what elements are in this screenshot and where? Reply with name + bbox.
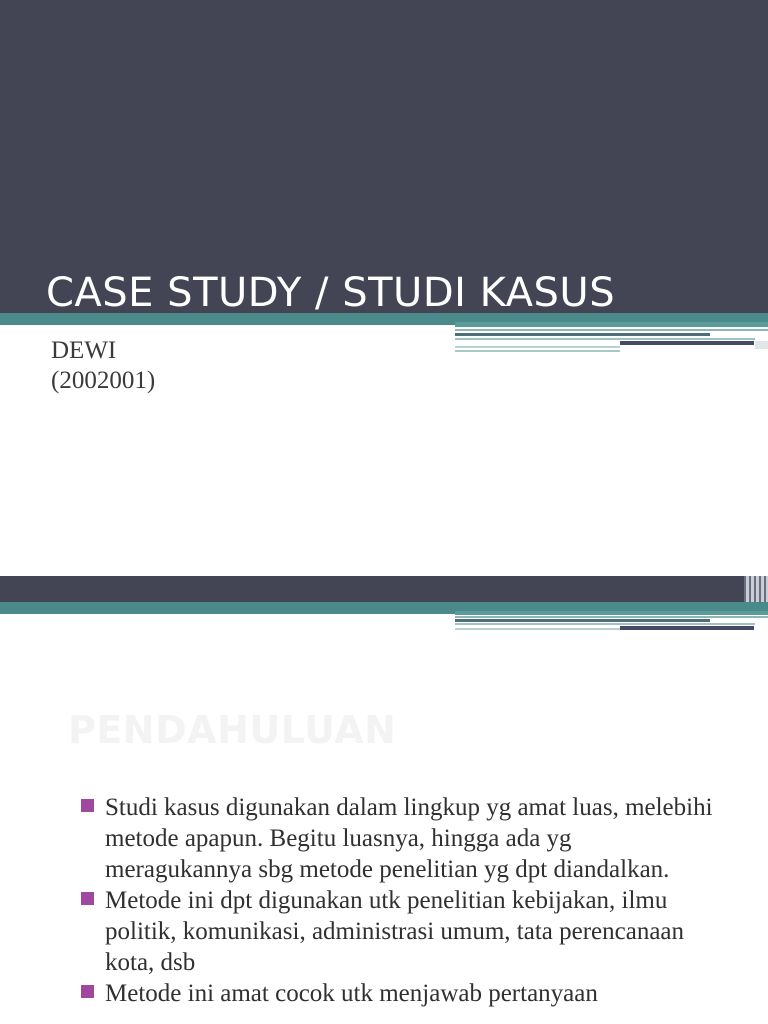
- stripe-accent: [744, 576, 768, 602]
- bullet-list: [78, 792, 718, 1009]
- header-dark-band: [0, 576, 768, 602]
- stripe-accent: [455, 623, 755, 625]
- stripe-accent: [455, 628, 620, 630]
- header-dark-band: [0, 0, 768, 313]
- stripe-accent: [455, 346, 620, 348]
- bullet-text: Metode ini amat cocok utk menjawab pertanyaan: [105, 980, 598, 1007]
- slide-heading: PENDAHULUAN: [68, 708, 397, 752]
- bullet-text: Metode ini dpt digunakan utk penelitian kebijakan, ilmu politik, komunikasi, administrasi umum, tata perencanaan kota, dsb: [105, 887, 685, 976]
- bullet-square-icon: [81, 799, 94, 812]
- stripe-accent: [455, 619, 710, 622]
- stripe-accent: [455, 616, 768, 618]
- bullet-square-icon: [81, 985, 94, 998]
- stripe-accent: [620, 626, 754, 630]
- stripe-accent: [455, 350, 620, 352]
- bullet-square-icon: [81, 892, 94, 905]
- slide-subtitle: [51, 336, 155, 396]
- stripe-accent: [755, 341, 768, 349]
- list-item: [78, 978, 718, 1009]
- stripe-accent: [620, 341, 754, 345]
- slide-title: CASE STUDY / STUDI KASUS: [46, 270, 616, 316]
- bullet-text: Studi kasus digunakan dalam lingkup yg amat luas, melebihi metode apapun. Begitu luasnya, hingga ada yg meragukannya sbg metode penelitian yg dpt diandalkan.: [105, 794, 713, 883]
- stripe-accent: [455, 329, 768, 331]
- list-item: [78, 792, 718, 885]
- content-slide: [0, 576, 768, 1024]
- stripe-accent: [455, 611, 768, 615]
- author-name: DEWI: [51, 337, 117, 364]
- stripe-accent: [455, 333, 710, 336]
- list-item: [78, 885, 718, 978]
- author-id: (2002001): [51, 367, 156, 394]
- stripe-accent: [455, 322, 768, 327]
- stripe-accent: [455, 338, 755, 340]
